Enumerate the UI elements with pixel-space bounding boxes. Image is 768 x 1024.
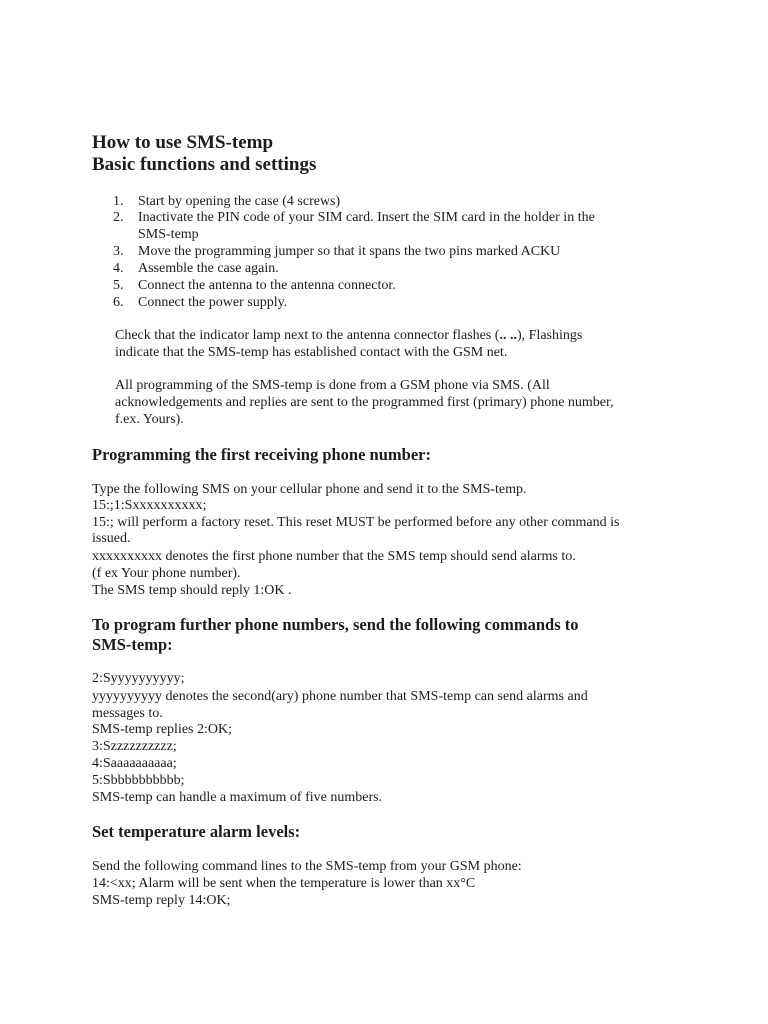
step-text: Assemble the case again.	[138, 261, 279, 276]
step-text: Inactivate the PIN code of your SIM card. Insert the SIM card in the holder in the	[138, 210, 595, 225]
step-number: 6.	[113, 295, 124, 310]
step-text: Connect the power supply.	[138, 295, 288, 310]
body-line: xxxxxxxxxx denotes the first phone number that the SMS temp should send alarms to.	[92, 549, 576, 564]
step-number: 2.	[113, 210, 124, 225]
section-heading-further-numbers-continued: SMS-temp:	[92, 635, 173, 654]
body-line: messages to.	[92, 706, 163, 721]
body-line: SMS-temp replies 2:OK;	[92, 722, 232, 737]
body-line: issued.	[92, 531, 131, 546]
document-title: How to use SMS-temp	[92, 132, 274, 153]
check-text: Check that the indicator lamp next to the antenna connector flashes (	[115, 328, 500, 343]
body-line: SMS-temp reply 14:OK;	[92, 893, 231, 908]
sms-command: 15:;1:Sxxxxxxxxxx;	[92, 498, 207, 513]
document-subtitle: Basic functions and settings	[92, 154, 317, 175]
body-line: (f ex Your phone number).	[92, 566, 241, 581]
sms-command: 14:<xx; Alarm will be sent when the temperature is lower than xx°C	[92, 876, 476, 891]
step-text-continued: SMS-temp	[138, 227, 199, 242]
step-text: Connect the antenna to the antenna connector.	[138, 278, 396, 293]
step-text: Start by opening the case (4 screws)	[138, 194, 341, 209]
body-line: Send the following command lines to the SMS-temp from your GSM phone:	[92, 859, 522, 874]
body-line: The SMS temp should reply 1:OK .	[92, 583, 292, 598]
body-line: Type the following SMS on your cellular phone and send it to the SMS-temp.	[92, 482, 527, 497]
programming-paragraph-line: acknowledgements and replies are sent to the programmed first (primary) phone number,	[115, 395, 614, 410]
body-line: SMS-temp can handle a maximum of five numbers.	[92, 790, 383, 805]
programming-paragraph-line: All programming of the SMS-temp is done from a GSM phone via SMS. (All	[115, 378, 550, 393]
flash-pattern: .. ..	[499, 328, 517, 343]
check-paragraph-line	[115, 327, 582, 344]
sms-command: 2:Syyyyyyyyyy;	[92, 671, 185, 686]
sms-command: 3:Szzzzzzzzzz;	[92, 739, 177, 754]
sms-command: 5:Sbbbbbbbbbb;	[92, 773, 185, 788]
section-heading-first-number: Programming the first receiving phone number:	[92, 445, 431, 464]
sms-command: 4:Saaaaaaaaaa;	[92, 756, 177, 771]
step-text: Move the programming jumper so that it spans the two pins marked ACKU	[138, 244, 561, 259]
check-text: ), Flashings	[516, 328, 583, 343]
step-number: 3.	[113, 244, 124, 259]
step-number: 5.	[113, 278, 124, 293]
step-number: 1.	[113, 194, 124, 209]
programming-paragraph-line: f.ex. Yours).	[115, 412, 184, 427]
body-line: yyyyyyyyyy denotes the second(ary) phone number that SMS-temp can send alarms and	[92, 689, 588, 704]
section-heading-further-numbers: To program further phone numbers, send the following commands to	[92, 615, 579, 634]
body-line: 15:; will perform a factory reset. This reset MUST be performed before any other command is	[92, 515, 620, 530]
section-heading-temperature-alarm: Set temperature alarm levels:	[92, 822, 301, 841]
step-number: 4.	[113, 261, 124, 276]
check-paragraph-line: indicate that the SMS-temp has established contact with the GSM net.	[115, 345, 508, 360]
